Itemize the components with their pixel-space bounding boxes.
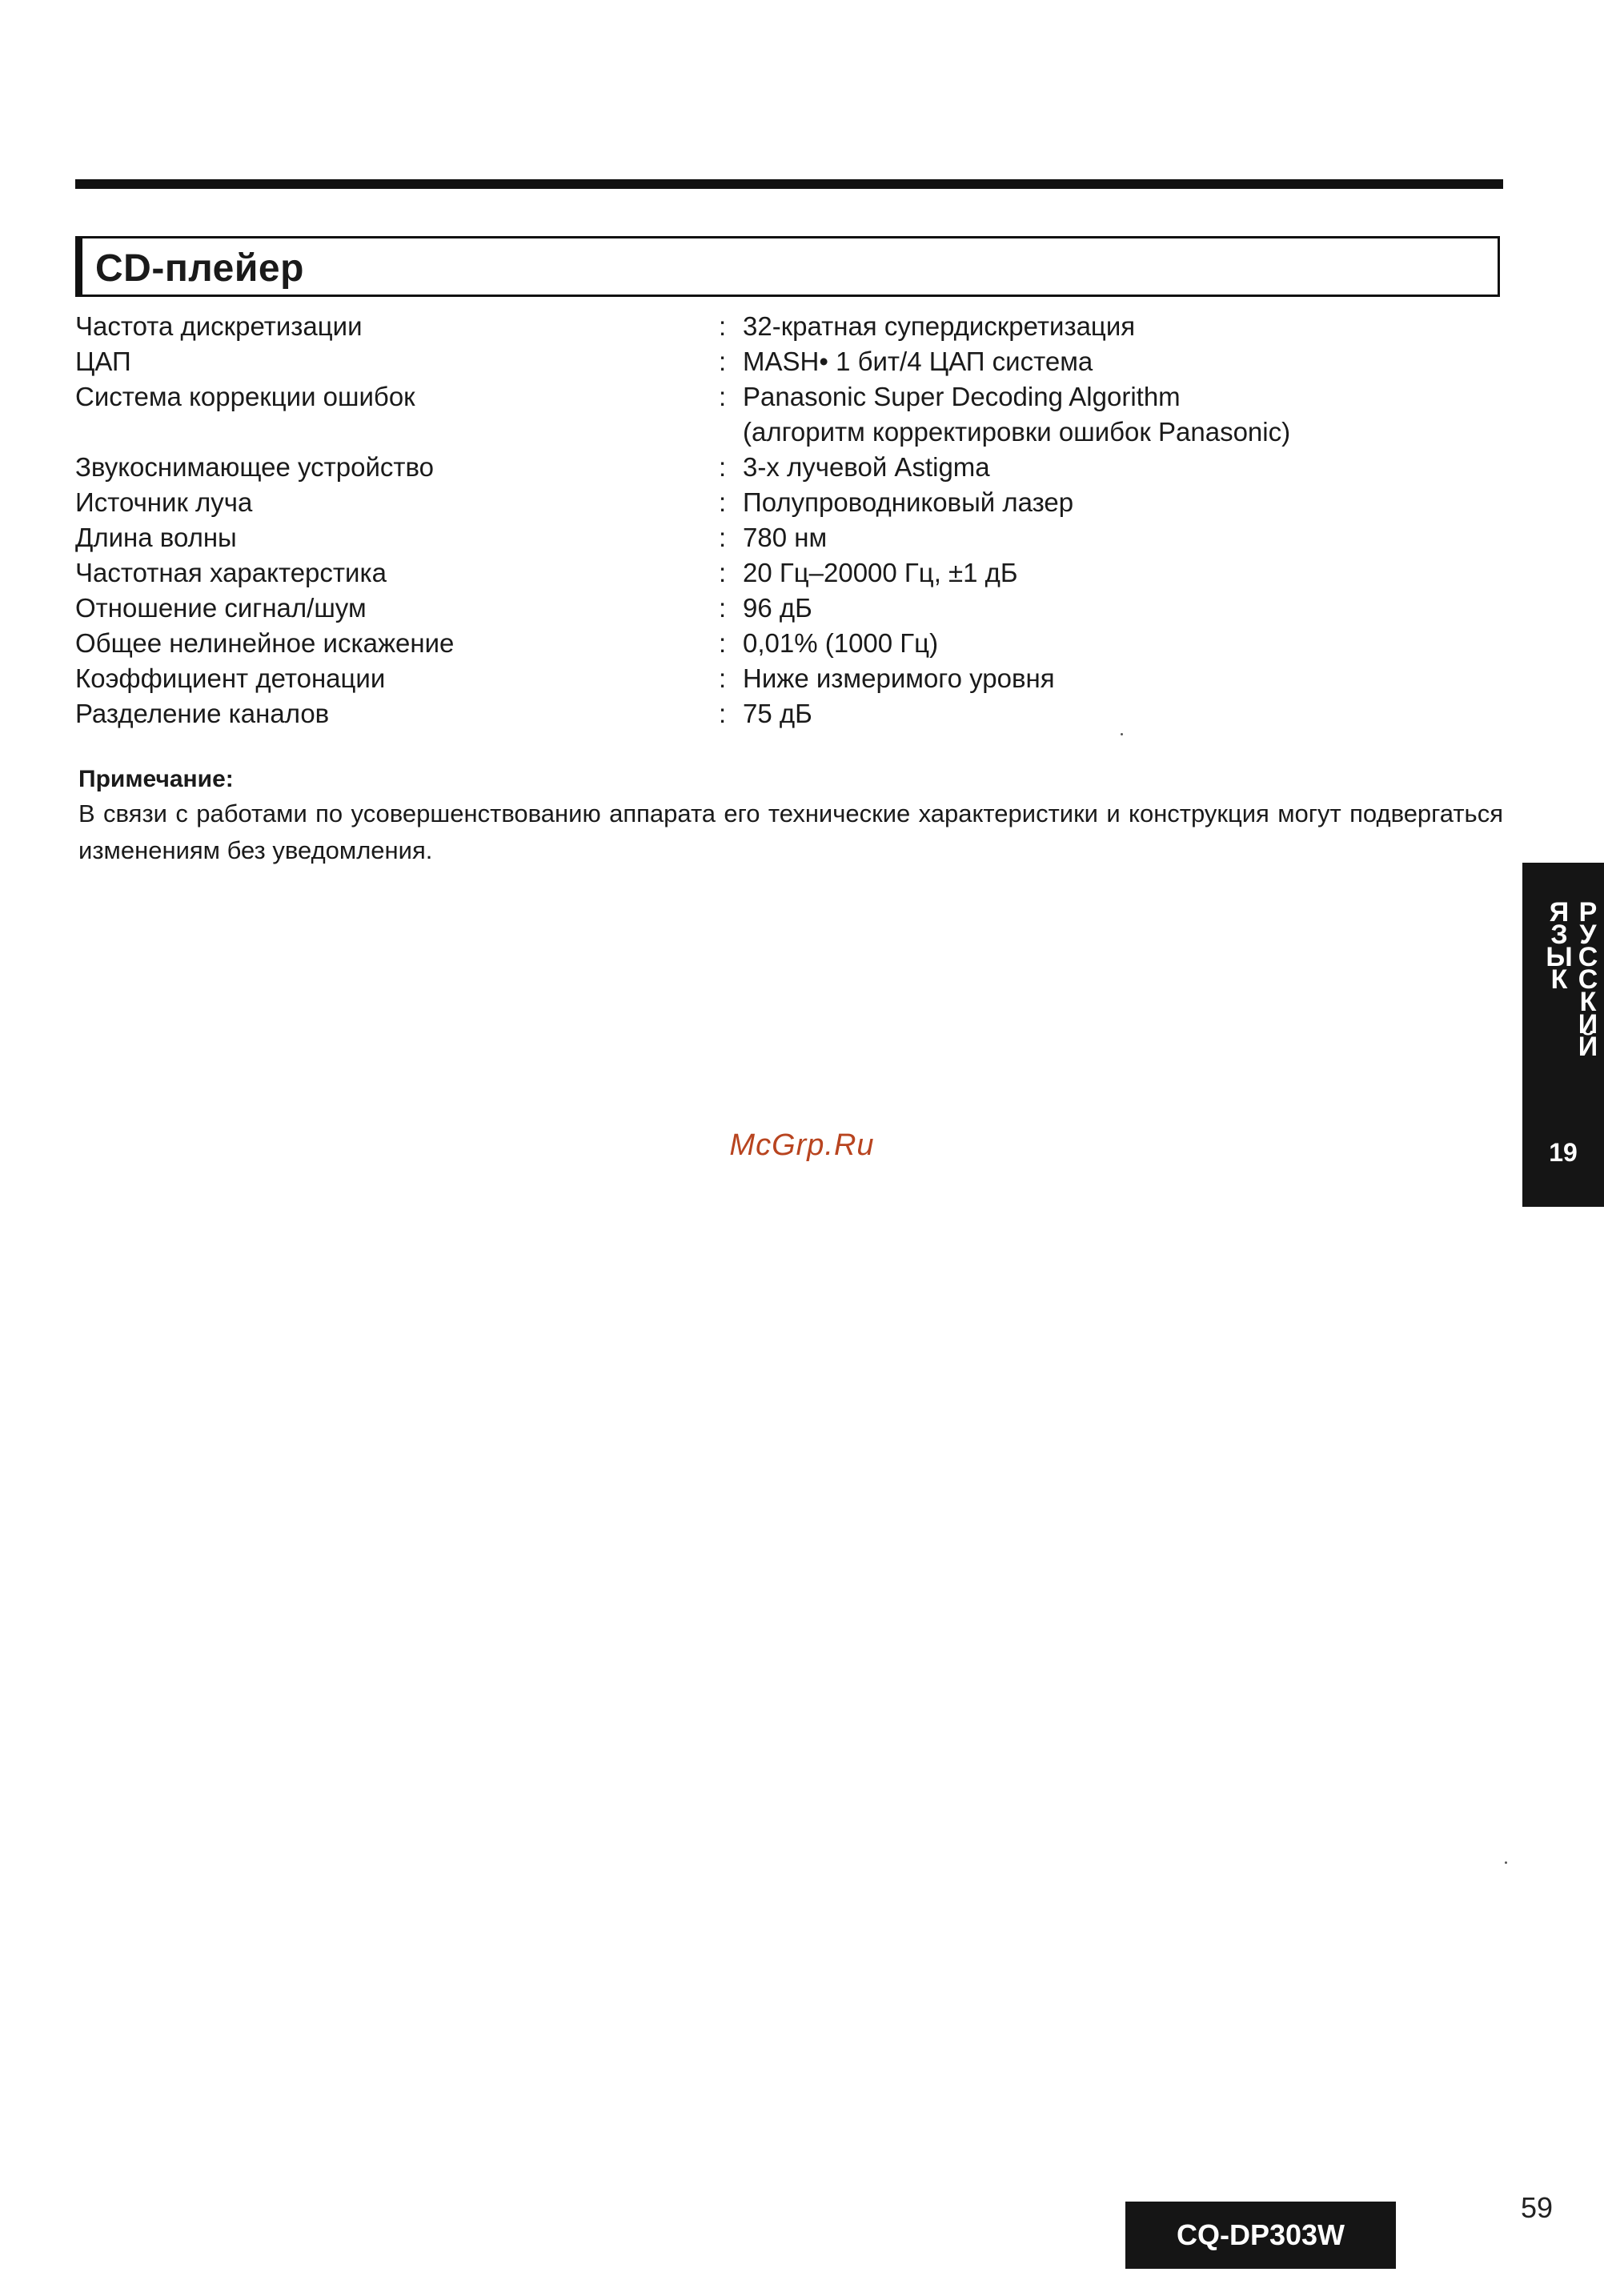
spec-colon: : bbox=[719, 593, 727, 623]
spec-label: Коэффициент детонации bbox=[75, 663, 386, 693]
spec-colon: : bbox=[719, 699, 727, 728]
note-body: В связи с работами по усовершенствованию аппарата его технические характеристики и конструкция могут подвергаться изменениям без уведомления. bbox=[78, 799, 1503, 864]
model-label: CQ-DP303W bbox=[1125, 2202, 1396, 2269]
spec-colon: : bbox=[719, 663, 727, 693]
spec-label: Разделение каналов bbox=[75, 699, 330, 728]
spec-row bbox=[75, 661, 1500, 696]
scan-speck bbox=[1505, 1861, 1507, 1864]
section-title: CD-плейер bbox=[95, 247, 304, 290]
spec-label: ЦАП bbox=[75, 347, 131, 376]
spec-colon: : bbox=[719, 382, 727, 411]
spec-label: Длина волны bbox=[75, 523, 237, 552]
spec-value: 96 дБ bbox=[743, 593, 812, 623]
spec-value: Полупроводниковый лазер bbox=[743, 487, 1074, 517]
spec-colon: : bbox=[719, 558, 727, 587]
spec-label: Система коррекции ошибок bbox=[75, 382, 415, 411]
spec-row bbox=[75, 520, 1500, 555]
spec-row bbox=[75, 450, 1500, 485]
spec-row bbox=[75, 379, 1500, 450]
spec-row bbox=[75, 626, 1500, 661]
spec-colon: : bbox=[719, 311, 727, 341]
note-block bbox=[78, 763, 1503, 869]
spec-colon: : bbox=[719, 487, 727, 517]
top-rule bbox=[75, 179, 1503, 189]
spec-row bbox=[75, 591, 1500, 626]
spec-label: Источник луча bbox=[75, 487, 253, 517]
spec-row bbox=[75, 309, 1500, 344]
watermark: McGrp.Ru bbox=[729, 1128, 875, 1162]
spec-colon: : bbox=[719, 452, 727, 482]
spec-value: MASH• 1 бит/4 ЦАП система bbox=[743, 347, 1093, 376]
scan-speck bbox=[1121, 733, 1123, 735]
specs-list bbox=[75, 309, 1500, 731]
spec-value: Panasonic Super Decoding Algorithm bbox=[743, 382, 1181, 411]
spec-colon: : bbox=[719, 628, 727, 658]
spec-row bbox=[75, 555, 1500, 591]
note-heading: Примечание: bbox=[78, 766, 234, 792]
page-number: 59 bbox=[1521, 2191, 1554, 2224]
spec-colon: : bbox=[719, 523, 727, 552]
spec-value: 780 нм bbox=[743, 523, 828, 552]
spec-value: 32-кратная супердискретизация bbox=[743, 311, 1136, 341]
spec-row bbox=[75, 696, 1500, 731]
spec-row bbox=[75, 344, 1500, 379]
language-tab-word-left: ЯЗЫК bbox=[1546, 897, 1573, 995]
spec-label: Отношение сигнал/шум bbox=[75, 593, 367, 623]
spec-label: Частотная характерстика bbox=[75, 558, 387, 587]
spec-label: Частота дискретизации bbox=[75, 311, 363, 341]
spec-label: Общее нелинейное искажение bbox=[75, 628, 455, 658]
spec-value: 75 дБ bbox=[743, 699, 812, 728]
spec-label: Звукоснимающее устройство bbox=[75, 452, 435, 482]
section-header bbox=[75, 236, 1500, 297]
spec-colon: : bbox=[719, 347, 727, 376]
spec-value: Ниже измеримого уровня bbox=[743, 663, 1055, 693]
language-tab-word-right: РУССКИЙ bbox=[1578, 897, 1598, 1062]
spec-value: 3-х лучевой Astigma bbox=[743, 452, 990, 482]
language-tab bbox=[1522, 863, 1604, 1207]
spec-value-continuation: (алгоритм корректировки ошибок Panasonic) bbox=[743, 417, 1291, 447]
spec-value: 20 Гц–20000 Гц, ±1 дБ bbox=[743, 558, 1018, 587]
spec-row bbox=[75, 485, 1500, 520]
spec-value: 0,01% (1000 Гц) bbox=[743, 628, 939, 658]
language-tab-page: 19 bbox=[1549, 1138, 1578, 1167]
